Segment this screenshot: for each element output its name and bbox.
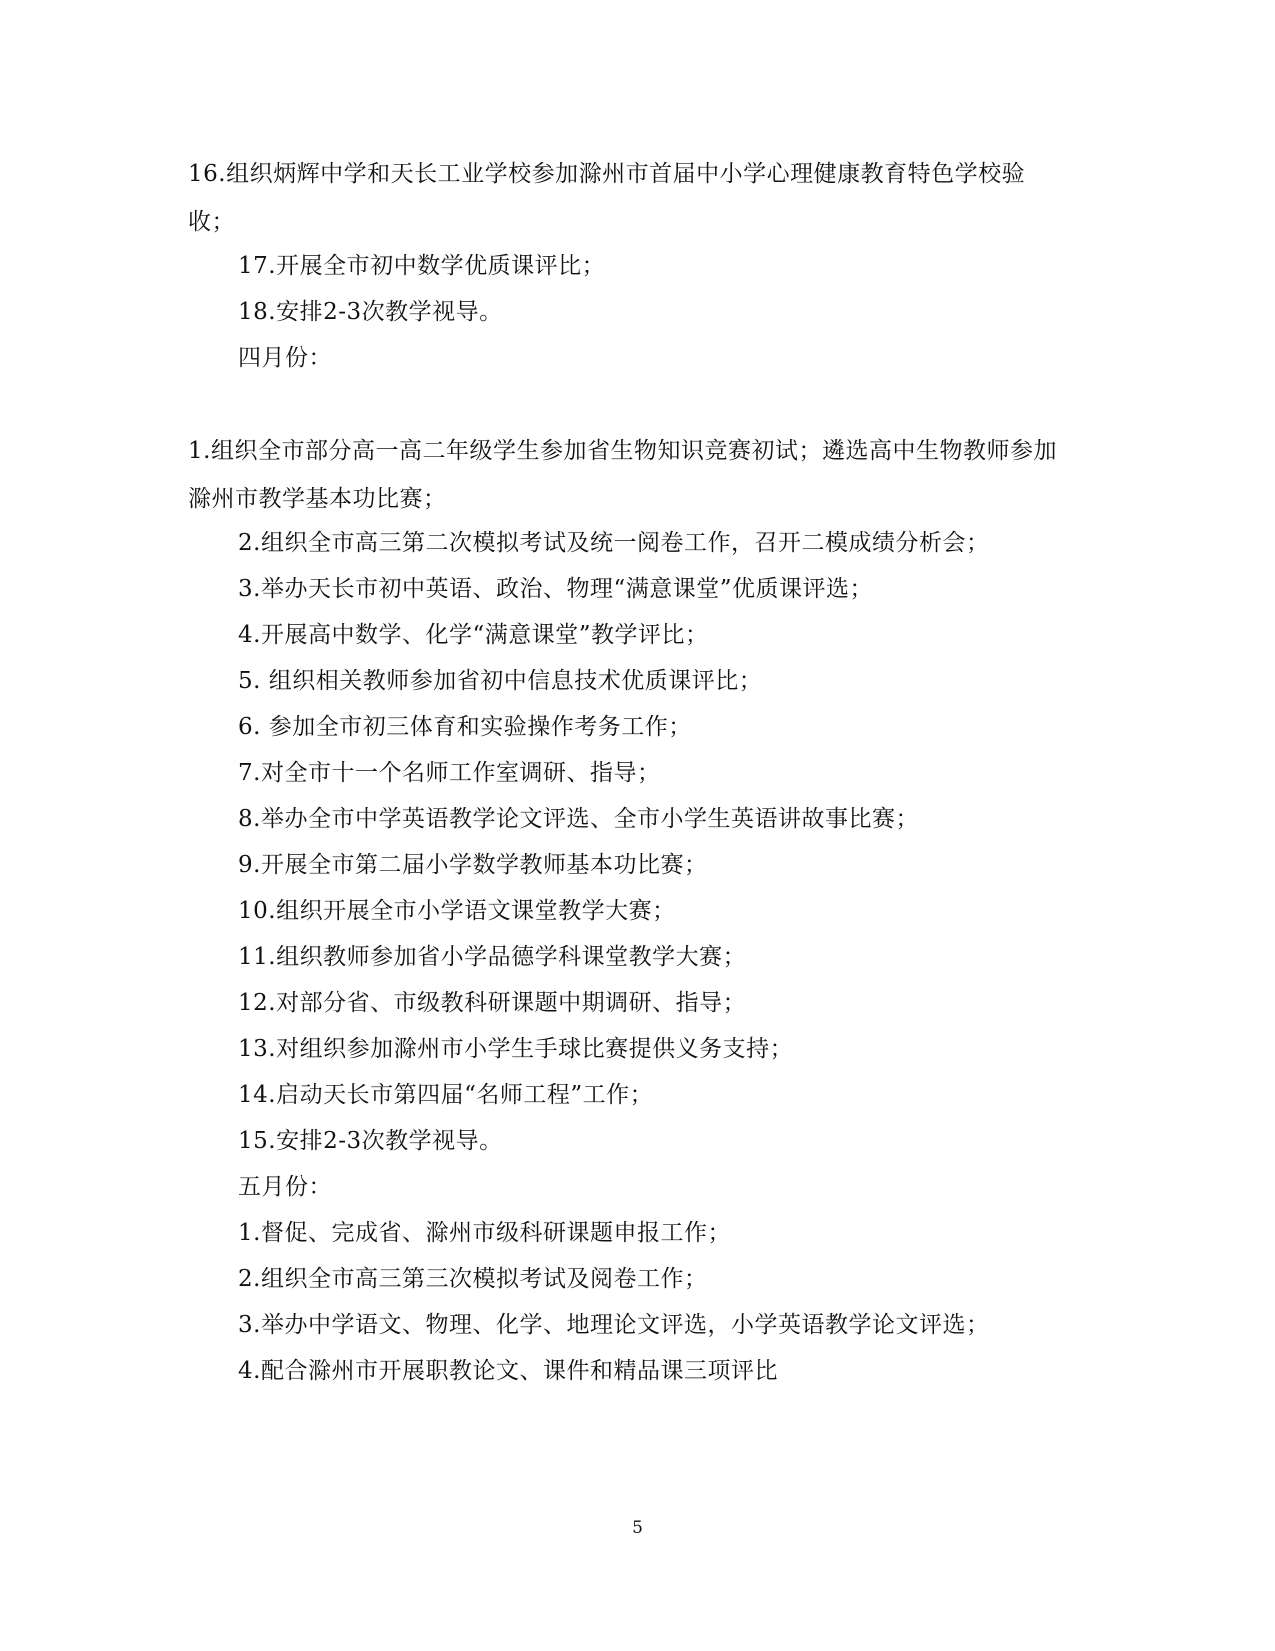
section-heading-april: 四月份：	[238, 345, 332, 371]
item-18: 18.安排2-3次教学视导。	[238, 299, 503, 325]
april-item-12: 12.对部分省、市级教科研课题中期调研、指导；	[238, 990, 747, 1016]
page-number: 5	[632, 1518, 643, 1538]
april-item-1: 1.组织全市部分高一高二年级学生参加省生物知识竞赛初试；遴选高中生物教师参加滁州市教学基本功比赛；	[188, 438, 1057, 512]
april-item-10: 10.组织开展全市小学语文课堂教学大赛；	[238, 898, 676, 924]
section-heading-may: 五月份：	[238, 1174, 332, 1200]
april-item-11: 11.组织教师参加省小学品德学科课堂教学大赛；	[238, 944, 747, 970]
item-17: 17.开展全市初中数学优质课评比；	[238, 253, 606, 279]
item-16: 16.组织炳辉中学和天长工业学校参加滁州市首届中小学心理健康教育特色学校验收；	[188, 161, 1026, 235]
april-item-4: 4.开展高中数学、化学“满意课堂”教学评比；	[238, 622, 709, 648]
april-item-8: 8.举办全市中学英语教学论文评选、全市小学生英语讲故事比赛；	[238, 806, 919, 832]
april-item-7: 7.对全市十一个名师工作室调研、指导；	[238, 760, 661, 786]
april-item-2: 2.组织全市高三第二次模拟考试及统一阅卷工作，召开二模成绩分析会；	[238, 530, 990, 556]
april-item-13: 13.对组织参加滁州市小学生手球比赛提供义务支持；	[238, 1036, 794, 1062]
may-item-4: 4.配合滁州市开展职教论文、课件和精品课三项评比	[238, 1358, 778, 1384]
may-item-3: 3.举办中学语文、物理、化学、地理论文评选，小学英语教学论文评选；	[238, 1312, 990, 1338]
april-item-6: 6. 参加全市初三体育和实验操作考务工作；	[238, 714, 692, 740]
april-item-14: 14.启动天长市第四届“名师工程”工作；	[238, 1082, 654, 1108]
april-item-9: 9.开展全市第二届小学数学教师基本功比赛；	[238, 852, 708, 878]
april-item-15: 15.安排2-3次教学视导。	[238, 1128, 503, 1154]
april-item-5: 5. 组织相关教师参加省初中信息技术优质课评比；	[238, 668, 763, 694]
april-item-3: 3.举办天长市初中英语、政治、物理“满意课堂”优质课评选；	[238, 576, 873, 602]
may-item-1: 1.督促、完成省、滁州市级科研课题申报工作；	[238, 1220, 731, 1246]
may-item-2: 2.组织全市高三第三次模拟考试及阅卷工作；	[238, 1266, 708, 1292]
